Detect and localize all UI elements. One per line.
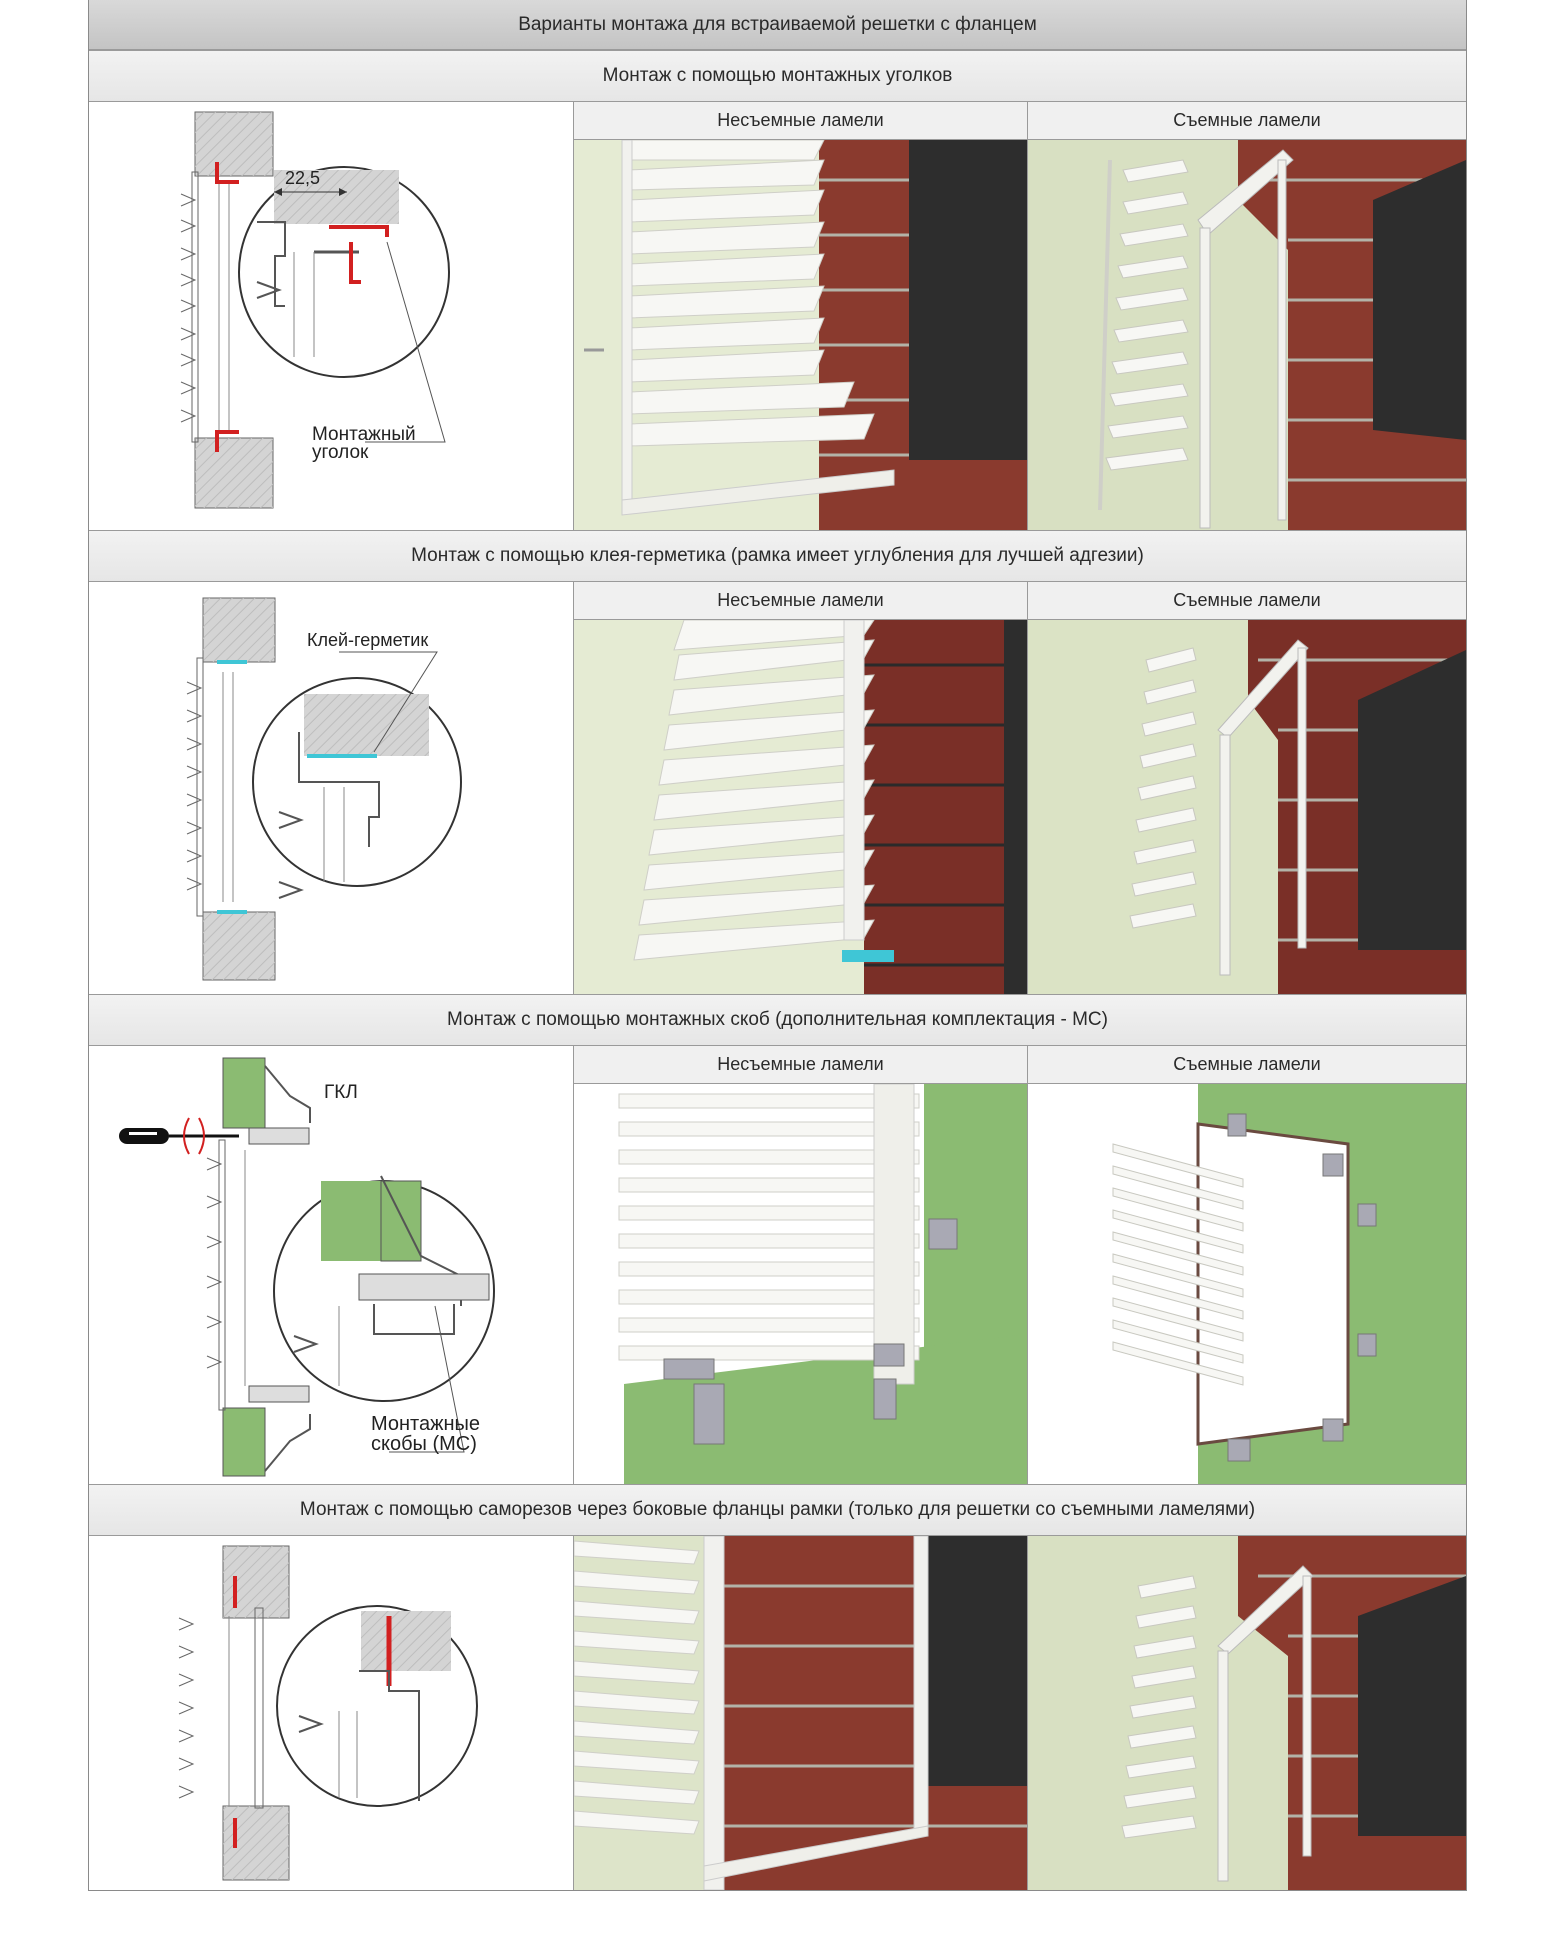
column-title: Съемные ламели [1028, 1046, 1466, 1084]
photo-column-fixed-sealant [574, 582, 1028, 994]
photo-column-fixed-angles [574, 102, 1028, 530]
grille-photo-screws [574, 1536, 1027, 1890]
photo-column-removable-angles [1028, 102, 1466, 530]
grille-photo-fixed [574, 1084, 1027, 1484]
column-title: Съемные ламели [1028, 102, 1466, 140]
photo-column-removable-sealant [1028, 582, 1466, 994]
section-heading-sealant: Монтаж с помощью клея-герметика (рамка имеет углубления для лучшей адгезии) [89, 530, 1466, 582]
column-title: Съемные ламели [1028, 582, 1466, 620]
section-heading-screws: Монтаж с помощью саморезов через боковые фланцы рамки (только для решетки со съемными ламелями) [89, 1484, 1466, 1536]
photo-column-screws-right [1028, 1536, 1466, 1890]
photo-column-fixed-brackets [574, 1046, 1028, 1484]
photo-column-removable-brackets [1028, 1046, 1466, 1484]
section-angles [89, 102, 1466, 530]
callout-brackets-line1: Монтажные [371, 1413, 481, 1435]
grille-photo-removable [1028, 140, 1466, 530]
photo-column-screws-left [574, 1536, 1028, 1890]
section-sealant [89, 582, 1466, 994]
grille-photo-removable [1028, 1084, 1466, 1484]
grille-photo-screws-removable [1028, 1536, 1466, 1890]
grille-photo-fixed [574, 620, 1027, 994]
mounting-options-sheet [88, 0, 1467, 1891]
callout-angle-line1: Монтажный [312, 424, 416, 445]
grille-photo-removable [1028, 620, 1466, 994]
section-screws [89, 1536, 1466, 1890]
drawing-screws [89, 1536, 574, 1890]
section-heading-angles: Монтаж с помощью монтажных уголков [89, 50, 1466, 102]
column-title: Несъемные ламели [574, 102, 1027, 140]
page-title: Варианты монтажа для встраиваемой решетки с фланцем [89, 0, 1466, 50]
drawing-angles [89, 102, 574, 530]
callout-sealant: Клей-герметик [307, 630, 429, 650]
column-title: Несъемные ламели [574, 1046, 1027, 1084]
drawing-brackets [89, 1046, 574, 1484]
dimension-label: 22,5 [285, 168, 321, 188]
callout-brackets-line2: скобы (МС) [371, 1433, 477, 1455]
section-heading-brackets: Монтаж с помощью монтажных скоб (дополнительная комплектация - МС) [89, 994, 1466, 1046]
callout-gkl: ГКЛ [324, 1082, 358, 1103]
grille-photo-fixed [574, 140, 1027, 530]
section-brackets [89, 1046, 1466, 1484]
drawing-sealant [89, 582, 574, 994]
column-title: Несъемные ламели [574, 582, 1027, 620]
callout-angle-line2: уголок [312, 442, 369, 463]
